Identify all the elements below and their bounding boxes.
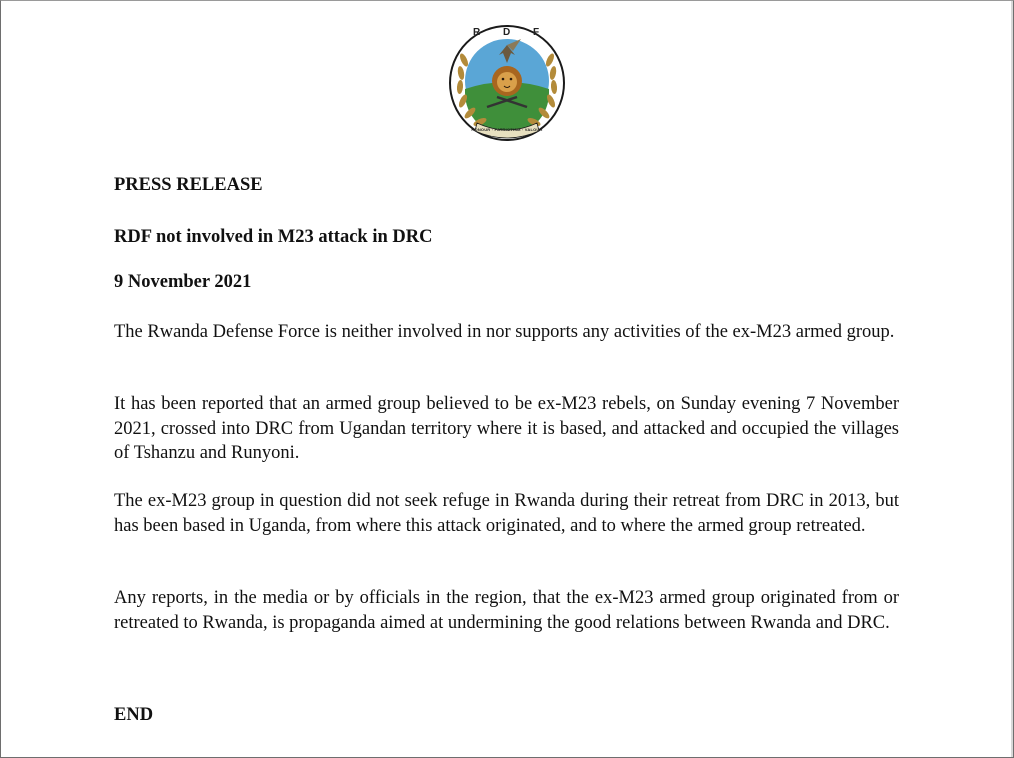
paragraph-3: The ex-M23 group in question did not seek refuge in Rwanda during their retreat from DRC in 2013, but has been based in Uganda, from where this attack originated, and to where the armed group retreated. xyxy=(114,491,899,536)
document-closing: END xyxy=(114,705,154,725)
emblem-motto: HONOUR · PATRIOTISM · VALOUR xyxy=(471,127,543,132)
paragraph-4: Any reports, in the media or by officials in the region, that the ex-M23 armed group originated from or retreated to Rwanda, is propaganda aimed at undermining the good relations between Rwanda and DRC. xyxy=(114,588,899,633)
document-subject: RDF not involved in M23 attack in DRC xyxy=(114,227,433,247)
paragraph-2: It has been reported that an armed group believed to be ex-M23 rebels, on Sunday evening 7 November 2021, crossed into DRC from Ugandan territory where it is based, and attacked and occupied the villages of Tshanzu and Runyoni. xyxy=(114,394,899,463)
document-date: 9 November 2021 xyxy=(114,272,252,292)
document-title: PRESS RELEASE xyxy=(114,175,263,195)
paragraph-1: The Rwanda Defense Force is neither involved in nor supports any activities of the ex-M23 armed group. xyxy=(114,322,895,342)
rdf-emblem-logo xyxy=(447,23,567,145)
rdf-emblem-icon xyxy=(447,23,567,145)
emblem-initials: R D F xyxy=(472,27,550,38)
page-edge xyxy=(1011,1,1013,757)
